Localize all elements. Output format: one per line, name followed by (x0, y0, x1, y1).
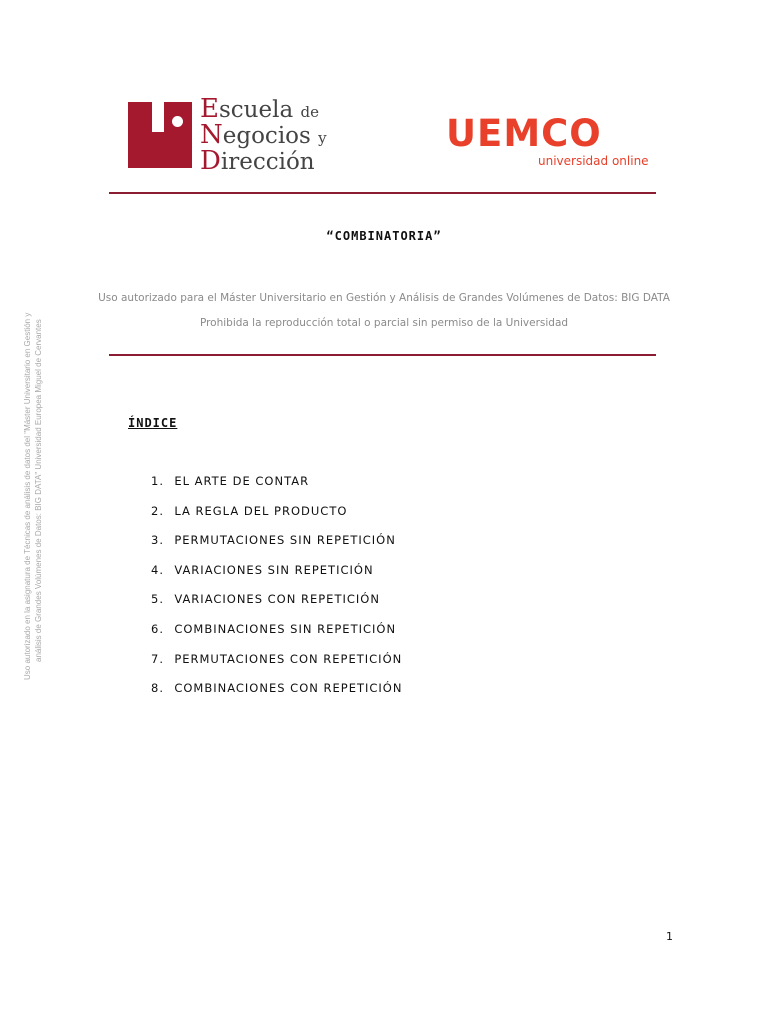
toc-item[interactable]: 5. VARIACIONES CON REPETICIÓN (151, 592, 380, 607)
toc-item[interactable]: 2. LA REGLA DEL PRODUCTO (151, 503, 348, 518)
toc-item[interactable]: 8. COMBINACIONES CON REPETICIÓN (151, 681, 403, 696)
escuela-negocios-logo (128, 94, 348, 176)
table-of-contents (140, 474, 402, 711)
index-heading: ÍNDICE (128, 416, 178, 430)
document-title: “COMBINATORIA” (326, 229, 442, 243)
toc-item[interactable]: 7. PERMUTACIONES CON REPETICIÓN (151, 651, 403, 666)
toc-item[interactable]: 1. EL ARTE DE CONTAR (151, 474, 310, 488)
copyright-notice: Prohibida la reproducción total o parcial sin permiso de la Universidad (199, 317, 569, 329)
escuela-logo-text: Escuela de Negocios y Dirección (200, 94, 327, 176)
bottom-rule (109, 354, 656, 356)
toc-item[interactable]: 3. PERMUTACIONES SIN REPETICIÓN (151, 533, 396, 548)
usage-notice: Uso autorizado para el Máster Universitario en Gestión y Análisis de Grandes Volúmenes de Datos: BIG DATA (98, 292, 670, 304)
escuela-logo-mark (128, 102, 192, 168)
sidebar-watermark: Uso autorizado en la asignatura de Técnicas de análisis de datos del "Máster Universitario en Gestión y análisis de Grandes Volúmenes de Datos: BIG DATA" Universidad Europea Miguel de Cervantes (23, 312, 43, 680)
toc-item[interactable]: 4. VARIACIONES SIN REPETICIÓN (151, 562, 374, 577)
page-number: 1 (666, 930, 673, 943)
top-rule (109, 192, 656, 194)
uemc-logo: UEMCO universidad online (446, 112, 649, 168)
toc-item[interactable]: 6. COMBINACIONES SIN REPETICIÓN (151, 621, 397, 636)
